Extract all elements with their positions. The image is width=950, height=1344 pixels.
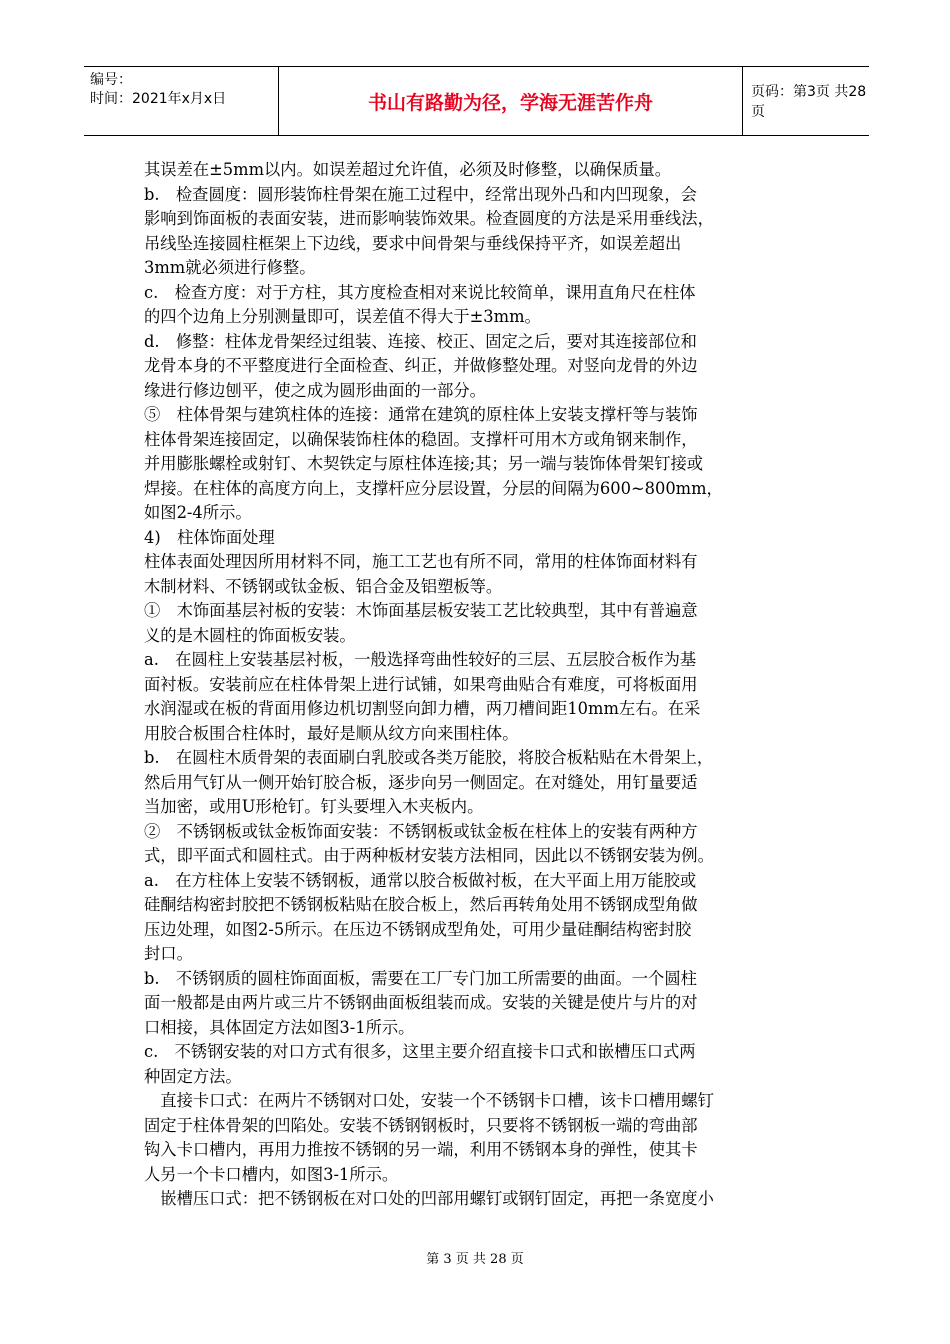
text-line: ① 木饰面基层衬板的安装：木饰面基层板安装工艺比较典型，其中有普遍意	[144, 601, 698, 620]
text-line: 当加密，或用U形枪钉。钉头要埋入木夹板内。	[144, 797, 484, 816]
page-footer: 第 3 页 共 28 页	[426, 1252, 524, 1267]
document-time-label: 时间：2021年x月x日	[90, 91, 227, 107]
header-info-cell	[84, 67, 279, 135]
text-line: 如图2-4所示。	[144, 503, 252, 522]
header-motto: 书山有路勤为径，学海无涯苦作舟	[367, 91, 653, 114]
document-body	[144, 158, 820, 1212]
header-page-cell	[743, 67, 869, 135]
text-line: 的四个边角上分别测量即可，误差值不得大于±3mm。	[144, 307, 541, 326]
text-line: 压边处理，如图2-5所示。在压边不锈钢成型角处，可用少量硅酮结构密封胶	[144, 919, 692, 939]
text-line: 直接卡口式：在两片不锈钢对口处，安装一个不锈钢卡口槽，该卡口槽用螺钉	[144, 1091, 714, 1110]
text-line: 3mm就必须进行修整。	[144, 258, 316, 277]
text-line: 柱体骨架连接固定，以确保装饰柱体的稳固。支撑杆可用木方或角钢来制作，	[144, 429, 698, 449]
text-line: 其误差在±5mm以内。如误差超过允许值，必须及时修整，以确保质量。	[144, 160, 672, 179]
text-line: 用胶合板围合柱体时，最好是顺从纹方向来围柱体。	[144, 723, 519, 743]
text-line: b. 在圆柱木质骨架的表面刷白乳胶或各类万能胶，将胶合板粘贴在木骨架上，	[144, 748, 714, 767]
document-number-label: 编号：	[90, 72, 132, 88]
text-line: 缘进行修边刨平，使之成为圆形曲面的一部分。	[144, 380, 486, 400]
text-line: b. 不锈钢质的圆柱饰面面板，需要在工厂专门加工所需要的曲面。一个圆柱	[144, 968, 697, 988]
text-line: d. 修整：柱体龙骨架经过组装、连接、校正、固定之后，要对其连接部位和	[144, 331, 697, 351]
text-line: 水润湿或在板的背面用修边机切割竖向卸力槽，两刀槽间距10mm左右。在采	[144, 699, 701, 718]
text-line: 封口。	[144, 944, 193, 963]
text-line: 面衬板。安装前应在柱体骨架上进行试铺，如果弯曲贴合有难度，可将板面用	[144, 674, 698, 694]
text-line: 式，即平面式和圆柱式。由于两种板材安装方法相同，因此以不锈钢安装为例。	[144, 846, 714, 865]
text-line: 焊接。在柱体的高度方向上，支撑杆应分层设置，分层的间隔为600~800mm，	[144, 478, 723, 498]
text-line: 口相接，具体固定方法如图3-1所示。	[144, 1017, 415, 1037]
text-line: 面一般都是由两片或三片不锈钢曲面板组装而成。安装的关键是使片与片的对	[144, 993, 698, 1012]
text-line: 柱体表面处理因所用材料不同，施工工艺也有所不同，常用的柱体饰面材料有	[144, 552, 698, 571]
text-line: 龙骨本身的不平整度进行全面检查、纠正，并做修整处理。对竖向龙骨的外边	[144, 356, 698, 375]
text-line: 嵌槽压口式：把不锈钢板在对口处的凹部用螺钉或钢钉固定，再把一条宽度小	[144, 1189, 714, 1208]
text-line: 种固定方法。	[144, 1066, 242, 1086]
text-line: c. 不锈钢安装的对口方式有很多，这里主要介绍直接卡口式和嵌槽压口式两	[144, 1042, 696, 1061]
text-line: a. 在方柱体上安装不锈钢板，通常以胶合板做衬板，在大平面上用万能胶或	[144, 870, 697, 890]
text-line: ② 不锈钢板或钛金板饰面安装：不锈钢板或钛金板在柱体上的安装有两种方	[144, 821, 698, 841]
header-motto-cell	[279, 67, 743, 135]
text-line: 并用膨胀螺栓或射钉、木契铁定与原柱体连接;其；另一端与装饰体骨架钉接或	[144, 454, 704, 473]
text-line: 硅酮结构密封胶把不锈钢板粘贴在胶合板上，然后再转角处用不锈钢成型角做	[144, 895, 698, 914]
text-line: 义的是木圆柱的饰面板安装。	[144, 625, 356, 645]
text-line: b. 检查圆度：圆形装饰柱骨架在施工过程中，经常出现外凸和内凹现象，会	[144, 184, 697, 204]
text-line: 4) 柱体饰面处理	[144, 527, 275, 547]
text-line: 木制材料、不锈钢或钛金板、铝合金及铝塑板等。	[144, 576, 503, 596]
text-line: 吊线坠连接圆柱框架上下边线，要求中间骨架与垂线保持平齐，如误差超出	[144, 233, 682, 253]
text-line: 人另一个卡口槽内，如图3-1所示。	[144, 1164, 399, 1184]
text-line: a. 在圆柱上安装基层衬板，一般选择弯曲性较好的三层、五层胶合板作为基	[144, 650, 697, 669]
text-line: c. 检查方度：对于方柱，其方度检查相对来说比较简单，课用直角尺在柱体	[144, 282, 696, 302]
text-line: 影响到饰面板的表面安装，进而影响装饰效果。检查圆度的方法是采用垂线法，	[144, 209, 714, 228]
header-page-number: 页码：第3页 共28页	[751, 84, 867, 120]
text-line: ⑤ 柱体骨架与建筑柱体的连接：通常在建筑的原柱体上安装支撑杆等与装饰	[144, 405, 698, 424]
text-line: 钩入卡口槽内，再用力推按不锈钢的另一端，利用不锈钢本身的弹性，使其卡	[144, 1140, 698, 1159]
text-line: 固定于柱体骨架的凹陷处。安装不锈钢钢板时，只要将不锈钢板一端的弯曲部	[144, 1115, 698, 1135]
page-header	[84, 66, 869, 136]
text-line: 然后用气钉从一侧开始钉胶合板，逐步向另一侧固定。在对缝处，用钉量要适	[144, 772, 698, 792]
